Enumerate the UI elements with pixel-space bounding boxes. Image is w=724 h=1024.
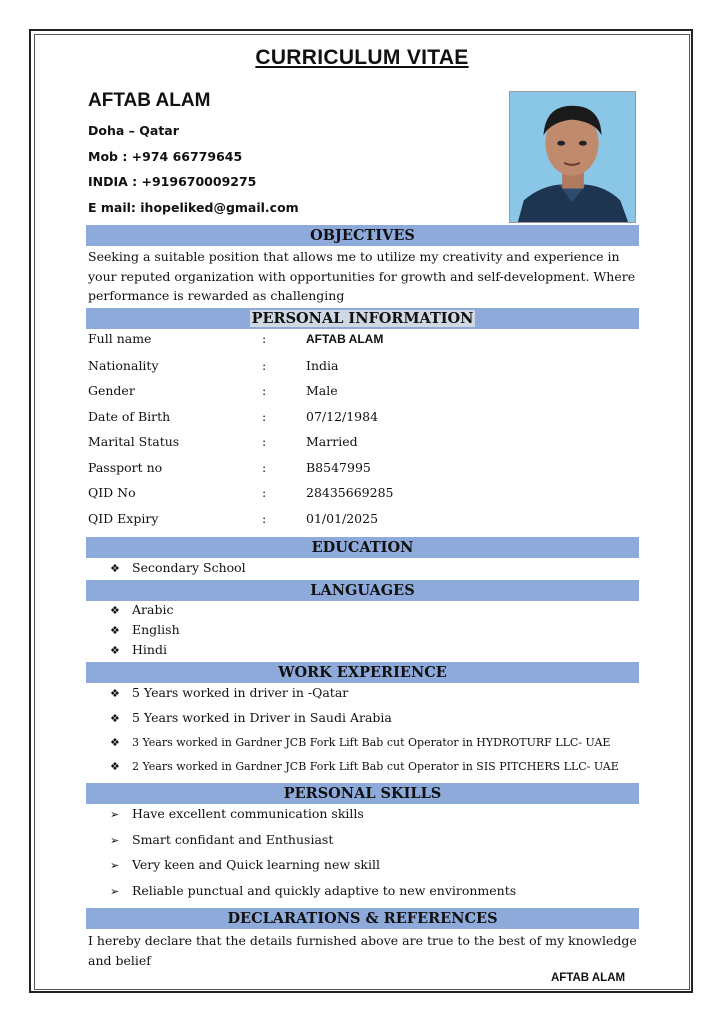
declaration-line: and belief [88,952,151,968]
language-item: ❖ Hindi [110,641,167,659]
diamond-bullet-icon: ❖ [110,562,120,575]
skill-item: ➢ Reliable punctual and quickly adaptive to new environments [110,882,516,900]
skill-item: ➢ Have excellent communication skills [110,805,364,823]
email: E mail: ihopeliked@gmail.com [88,200,299,215]
language-item: ❖ Arabic [110,601,173,619]
diamond-bullet-icon: ❖ [110,760,120,773]
profile-photo [509,91,636,223]
location: Doha – Qatar [88,123,179,138]
diamond-bullet-icon: ❖ [110,604,120,617]
personal-skills-heading: PERSONAL SKILLS [86,783,639,804]
work-item: ❖ 2 Years worked in Gardner JCB Fork Lift Bab cut Operator in SIS PITCHERS LLC- UAE [110,758,619,776]
personal-info-heading: PERSONAL INFORMATION [86,308,639,329]
diamond-bullet-icon: ❖ [110,687,120,700]
declaration-line: I hereby declare that the details furnished above are true to the best of my knowledge [88,933,637,948]
candidate-name: AFTAB ALAM [88,90,211,111]
education-heading: EDUCATION [86,537,639,558]
mobile-number: Mob : +974 66779645 [88,149,243,164]
arrow-bullet-icon: ➢ [110,859,120,872]
signature-name: AFTAB ALAM [551,972,626,984]
language-item: ❖ English [110,621,180,639]
education-item: ❖ Secondary School [110,559,246,577]
arrow-bullet-icon: ➢ [110,808,120,821]
objectives-line: Seeking a suitable position that allows me to utilize my creativity and experience in [88,249,620,264]
languages-heading: LANGUAGES [86,580,639,601]
declaration-text [88,931,638,970]
declarations-heading: DECLARATIONS & REFERENCES [86,908,639,929]
diamond-bullet-icon: ❖ [110,644,120,657]
diamond-bullet-icon: ❖ [110,712,120,725]
objectives-heading: OBJECTIVES [86,225,639,246]
skill-item: ➢ Smart confidant and Enthusiast [110,831,333,849]
arrow-bullet-icon: ➢ [110,834,120,847]
objectives-line: performance is rewarded as challenging [88,288,345,303]
arrow-bullet-icon: ➢ [110,885,120,898]
work-experience-heading: WORK EXPERIENCE [86,662,639,683]
india-number: INDIA : +919670009275 [88,174,257,189]
skill-item: ➢ Very keen and Quick learning new skill [110,856,380,874]
diamond-bullet-icon: ❖ [110,624,120,637]
objectives-text [88,247,638,306]
document-title: CURRICULUM VITAE [255,46,469,69]
objectives-line: your reputed organization with opportunities for growth and self-development. Where [88,268,636,284]
work-item: ❖ 3 Years worked in Gardner JCB Fork Lift Bab cut Operator in HYDROTURF LLC- UAE [110,734,610,752]
work-item: ❖ 5 Years worked in Driver in Saudi Arabia [110,709,392,727]
diamond-bullet-icon: ❖ [110,736,120,749]
work-item: ❖ 5 Years worked in driver in -Qatar [110,684,348,702]
